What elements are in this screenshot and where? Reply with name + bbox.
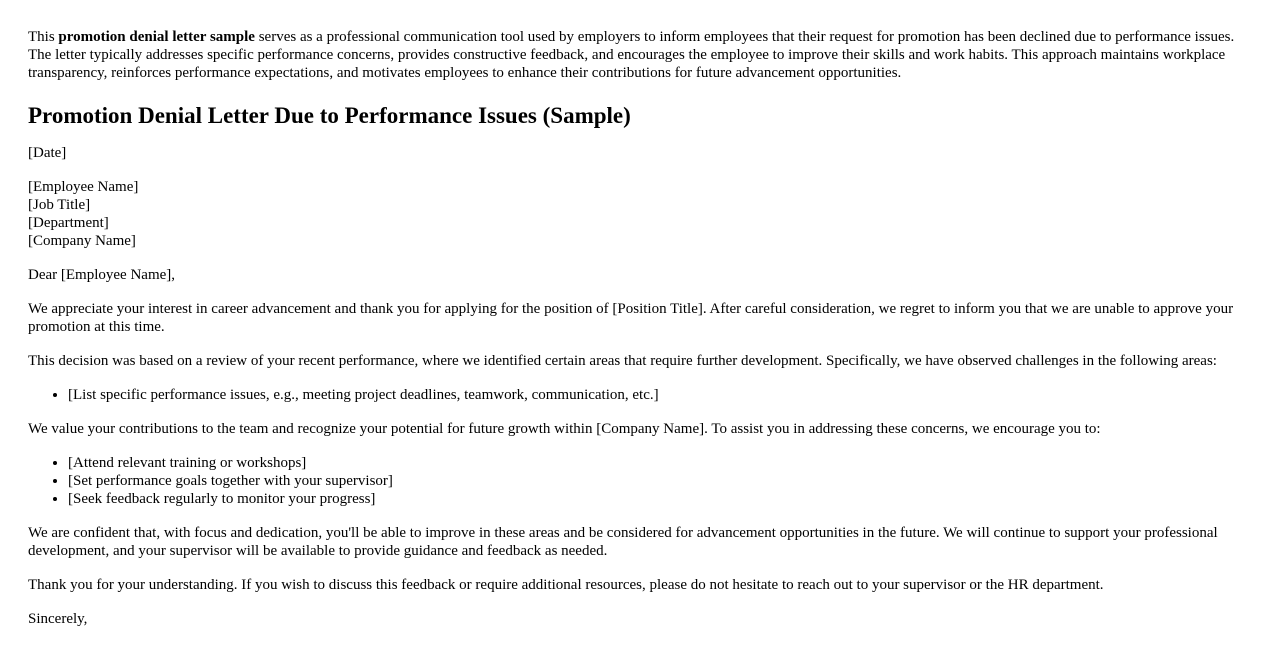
intro-rest: serves as a professional communication tool used by employers to inform employees that their request for promotion has been declined due to performance issues. The letter typically addresses specific performance concerns, provides constructive feedback, and encourages the employee to improve their skills and work habits. This approach maintains workplace transparency, reinforces performance expectations, and motivates employees to enhance their contributions for future advancement opportunities. [28,29,1235,81]
recipient-name: [Employee Name] [28,179,139,195]
recipient-job-title: [Job Title] [28,197,91,213]
letter-closing: Sincerely, [28,611,88,627]
letter-paragraph-3: We value your contributions to the team and recognize your potential for future growth within [Company Name]. To assist you in addressing these concerns, we encourage you to: [28,421,1101,437]
letter-paragraph-4: We are confident that, with focus and dedication, you'll be able to improve in these areas and be considered for advancement opportunities in the future. We will continue to support your professional development, and your supervisor will be available to provide guidance and feedback as needed. [28,525,1218,559]
letter-date: [Date] [28,145,67,161]
recipient-department: [Department] [28,215,109,231]
list-item: • [Set performance goals together with your supervisor] [68,472,1250,490]
improvement-actions-list [28,454,1250,508]
letter-paragraph-5: Thank you for your understanding. If you wish to discuss this feedback or require additional resources, please do not hesitate to reach out to your supervisor or the HR department. [28,577,1104,593]
list-item: • [Seek feedback regularly to monitor your progress] [68,490,1250,508]
letter-paragraph-2: This decision was based on a review of your recent performance, where we identified certain areas that require further development. Specifically, we have observed challenges in the following areas: [28,353,1217,369]
list-item: • [Attend relevant training or workshops] [68,454,1250,472]
intro-lead: This [28,29,59,45]
performance-issues-list [28,386,1250,404]
letter-paragraph-1: We appreciate your interest in career advancement and thank you for applying for the position of [Position Title]. After careful consideration, we regret to inform you that we are unable to approve your promotion at this time. [28,301,1234,335]
letter-heading: Promotion Denial Letter Due to Performance Issues (Sample) [28,103,631,128]
letter-salutation: Dear [Employee Name], [28,267,176,283]
recipient-company: [Company Name] [28,233,136,249]
list-item: • [List specific performance issues, e.g., meeting project deadlines, teamwork, communication, etc.] [68,386,1250,404]
intro-bold-term: promotion denial letter sample [58,29,255,45]
recipient-address-block [28,178,1250,250]
intro-paragraph [28,28,1250,82]
